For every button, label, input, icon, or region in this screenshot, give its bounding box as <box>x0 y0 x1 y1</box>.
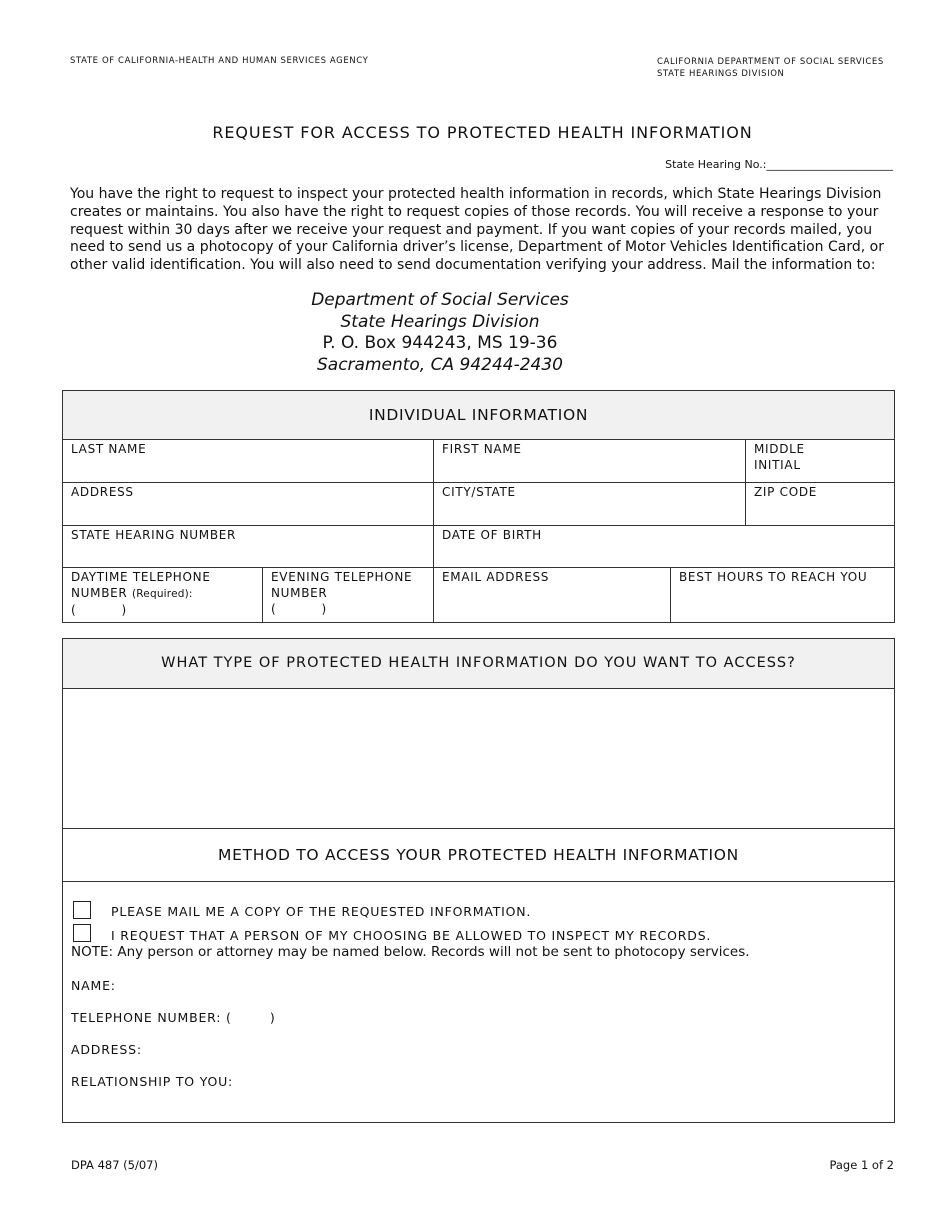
first-name-field[interactable] <box>434 439 746 482</box>
first-name-label: FIRST NAME <box>442 442 522 456</box>
designee-address-field[interactable]: ADDRESS: <box>71 1042 142 1057</box>
phi-type-answer-area[interactable] <box>63 688 894 828</box>
middle-initial-label-1: MIDDLE <box>754 442 805 456</box>
last-name-field[interactable] <box>63 439 434 482</box>
divider <box>670 567 671 622</box>
mail-copy-checkbox[interactable] <box>73 901 91 919</box>
divider <box>262 567 263 622</box>
email-address-label: EMAIL ADDRESS <box>442 570 550 584</box>
evening-phone-field[interactable] <box>263 567 434 622</box>
mail-copy-label: PLEASE MAIL ME A COPY OF THE REQUESTED INFORMATION. <box>111 904 532 919</box>
daytime-phone-label-1: DAYTIME TELEPHONE <box>71 570 211 584</box>
state-hearing-number-field[interactable] <box>63 525 434 568</box>
evening-phone-label-1: EVENING TELEPHONE <box>271 570 413 584</box>
page-number: Page 1 of 2 <box>829 1158 894 1172</box>
middle-initial-field[interactable] <box>746 439 894 482</box>
inspect-records-checkbox[interactable] <box>73 924 91 942</box>
intro-paragraph: You have the right to request to inspect your protected health information in records, which State Hearings Division creates or maintains. You also have the right to request copies of those records. You will receive a response to your request within 30 days after we receive your request and payment. If you want copies of your records mailed, you need to send us a photocopy of your California driver’s license, Department of Motor Vehicles Identification Card, or other valid identification. You will also need to send documentation verifying your address. Mail the information to: <box>70 186 884 274</box>
middle-initial-label-2: INITIAL <box>754 458 801 472</box>
agency-name-right <box>657 56 884 80</box>
designee-relationship-field[interactable]: RELATIONSHIP TO YOU: <box>71 1074 234 1089</box>
state-hearing-number-label: STATE HEARING NUMBER <box>71 528 237 542</box>
designee-name-field[interactable]: NAME: <box>71 978 116 993</box>
best-hours-label: BEST HOURS TO REACH YOU <box>679 570 868 584</box>
address-line-3: P. O. Box 944243, MS 19-36 <box>322 333 558 353</box>
daytime-phone-label-2: NUMBER (Required): <box>71 586 193 600</box>
individual-info-heading: INDIVIDUAL INFORMATION <box>63 391 894 439</box>
access-request-table <box>62 638 895 1123</box>
designee-telephone-field[interactable]: TELEPHONE NUMBER: ( ) <box>71 1010 276 1025</box>
photocopy-note: NOTE: Any person or attorney may be named below. Records will not be sent to photocopy services. <box>71 944 750 960</box>
city-state-label: CITY/STATE <box>442 485 516 499</box>
zip-code-field[interactable] <box>746 482 894 525</box>
zip-code-label: ZIP CODE <box>754 485 818 499</box>
daytime-phone-field[interactable] <box>63 567 263 622</box>
state-hearing-no-field[interactable]: State Hearing No.:_______________________ <box>665 158 893 171</box>
inspect-records-label: I REQUEST THAT A PERSON OF MY CHOOSING BE ALLOWED TO INSPECT MY RECORDS. <box>111 928 712 943</box>
address-field[interactable] <box>63 482 434 525</box>
division-name: STATE HEARINGS DIVISION <box>657 69 785 79</box>
email-address-field[interactable] <box>434 567 671 622</box>
address-line-4: Sacramento, CA 94244-2430 <box>316 354 563 375</box>
page-title: REQUEST FOR ACCESS TO PROTECTED HEALTH INFORMATION <box>212 123 753 142</box>
required-note: (Required): <box>131 588 193 600</box>
address-label: ADDRESS <box>71 485 134 499</box>
mailing-address <box>0 290 880 376</box>
best-hours-field[interactable] <box>671 567 894 622</box>
daytime-phone-area-code: ( ) <box>71 603 127 617</box>
divider <box>433 439 434 622</box>
address-line-2: State Hearings Division <box>340 311 540 332</box>
form-id: DPA 487 (5/07) <box>71 1158 158 1172</box>
city-state-field[interactable] <box>434 482 746 525</box>
individual-info-table <box>62 390 895 623</box>
divider <box>745 439 746 525</box>
address-line-1: Department of Social Services <box>311 290 569 310</box>
access-method-heading: METHOD TO ACCESS YOUR PROTECTED HEALTH INFORMATION <box>63 828 894 881</box>
evening-phone-label-2: NUMBER <box>271 586 328 600</box>
last-name-label: LAST NAME <box>71 442 147 456</box>
evening-phone-area-code: ( ) <box>271 602 327 616</box>
phi-type-heading: WHAT TYPE OF PROTECTED HEALTH INFORMATION DO YOU WANT TO ACCESS? <box>63 639 894 688</box>
agency-name-left: STATE OF CALIFORNIA-HEALTH AND HUMAN SERVICES AGENCY <box>70 56 369 66</box>
date-of-birth-field[interactable] <box>434 525 894 568</box>
date-of-birth-label: DATE OF BIRTH <box>442 528 542 542</box>
department-name: CALIFORNIA DEPARTMENT OF SOCIAL SERVICES <box>657 57 884 67</box>
access-method-body <box>63 881 894 1122</box>
